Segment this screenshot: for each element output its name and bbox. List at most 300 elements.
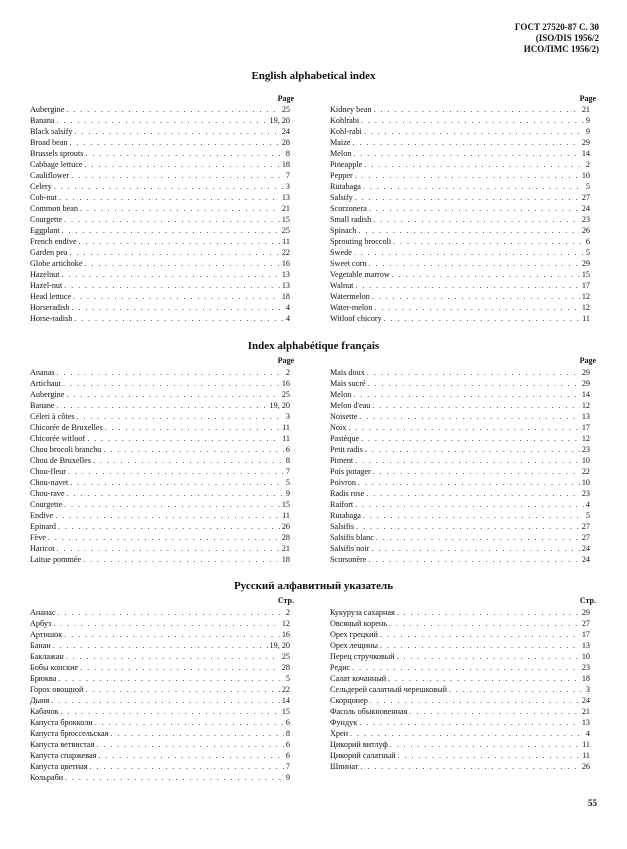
index-entry bbox=[30, 423, 290, 434]
index-term: Цикорий витлуф bbox=[330, 740, 388, 749]
index-entry bbox=[30, 303, 290, 314]
index-entry bbox=[30, 533, 290, 544]
index-term: Pois potager bbox=[330, 467, 371, 476]
dot-leader bbox=[48, 533, 280, 542]
index-term: Sweet corn bbox=[330, 259, 367, 268]
index-term: Courgette bbox=[30, 500, 63, 509]
index-entry bbox=[30, 740, 290, 751]
dot-leader bbox=[67, 489, 284, 498]
index-entry bbox=[30, 379, 290, 390]
index-entry bbox=[330, 511, 590, 522]
index-entry bbox=[30, 674, 290, 685]
dot-leader bbox=[392, 270, 580, 279]
index-term: Chou-fleur bbox=[30, 467, 66, 476]
dot-leader bbox=[90, 762, 284, 771]
index-entry bbox=[30, 445, 290, 456]
index-term: Scorsonère bbox=[330, 555, 367, 564]
index-page-ref: 19, 20 bbox=[269, 641, 290, 650]
index-entry bbox=[30, 182, 290, 193]
document-header bbox=[515, 22, 599, 55]
index-entry bbox=[330, 116, 590, 127]
index-entry bbox=[330, 533, 590, 544]
dot-leader bbox=[85, 160, 280, 169]
index-entry bbox=[30, 149, 290, 160]
index-page-ref: 22 bbox=[281, 685, 290, 694]
index-page-ref: 6 bbox=[285, 740, 290, 749]
index-entry bbox=[330, 171, 590, 182]
dot-leader bbox=[363, 182, 584, 191]
index-term: Перец стручковый bbox=[330, 652, 395, 661]
index-entry bbox=[30, 729, 290, 740]
index-term: Цикорий салатный bbox=[330, 751, 396, 760]
index-entry bbox=[30, 215, 290, 226]
index-term: Chicorée de Bruxelles bbox=[30, 423, 103, 432]
index-page-ref: 18 bbox=[581, 674, 590, 683]
dot-leader bbox=[87, 434, 280, 443]
index-page-ref: 22 bbox=[581, 467, 590, 476]
index-term: Small radish bbox=[330, 215, 372, 224]
index-term: Капуста цветная bbox=[30, 762, 88, 771]
index-page-ref: 21 bbox=[581, 105, 590, 114]
index-entry bbox=[330, 160, 590, 171]
index-page-ref: 6 bbox=[585, 237, 590, 246]
index-term: Rutabaga bbox=[330, 182, 361, 191]
index-term: Сельдерей салатный черешковый bbox=[330, 685, 447, 694]
index-entry bbox=[330, 204, 590, 215]
index-entry bbox=[30, 544, 290, 555]
index-page-ref: 5 bbox=[585, 248, 590, 257]
dot-leader bbox=[85, 259, 280, 268]
index-page-ref: 17 bbox=[581, 423, 590, 432]
dot-leader bbox=[353, 149, 579, 158]
index-entry bbox=[330, 412, 590, 423]
index-term: Дыня bbox=[30, 696, 50, 705]
index-entry bbox=[330, 467, 590, 478]
index-page-ref: 8 bbox=[285, 729, 290, 738]
index-entry bbox=[330, 555, 590, 566]
russian-index-title: Русский алфавитный указатель bbox=[233, 580, 394, 592]
french-index-right-column bbox=[330, 368, 590, 566]
index-term: Hazelnut bbox=[30, 270, 60, 279]
index-term: Swede bbox=[330, 248, 352, 257]
index-term: Salsifis noir bbox=[330, 544, 370, 553]
index-term: Cauliflower bbox=[30, 171, 70, 180]
english-index-left-column bbox=[30, 105, 290, 325]
index-page-ref: 18 bbox=[281, 292, 290, 301]
index-page-ref: 13 bbox=[581, 718, 590, 727]
index-term: Фундук bbox=[330, 718, 358, 727]
index-entry bbox=[330, 608, 590, 619]
dot-leader bbox=[59, 193, 280, 202]
index-entry bbox=[330, 619, 590, 630]
index-entry bbox=[30, 193, 290, 204]
index-entry bbox=[30, 718, 290, 729]
dot-leader bbox=[61, 707, 280, 716]
index-page-ref: 4 bbox=[585, 500, 590, 509]
index-entry bbox=[30, 619, 290, 630]
index-page-ref: 7 bbox=[285, 467, 290, 476]
dot-leader bbox=[372, 292, 580, 301]
dot-leader bbox=[352, 663, 580, 672]
index-term: Globe artichoke bbox=[30, 259, 83, 268]
dot-leader bbox=[409, 707, 579, 716]
dot-leader bbox=[70, 138, 280, 147]
dot-leader bbox=[83, 555, 280, 564]
index-entry bbox=[330, 193, 590, 204]
index-entry bbox=[330, 456, 590, 467]
index-term: Watermelon bbox=[330, 292, 370, 301]
index-term: Maïs sucré bbox=[330, 379, 366, 388]
index-page-ref: 13 bbox=[581, 412, 590, 421]
dot-leader bbox=[373, 215, 580, 224]
dot-leader bbox=[66, 652, 280, 661]
index-entry bbox=[30, 641, 290, 652]
index-term: Salsifis bbox=[330, 522, 355, 531]
index-term: Raifort bbox=[330, 500, 354, 509]
index-page-ref: 19, 20 bbox=[269, 401, 290, 410]
dot-leader bbox=[57, 544, 280, 553]
index-term: Brussels sprouts bbox=[30, 149, 84, 158]
index-page-ref: 29 bbox=[581, 608, 590, 617]
index-term: Aubergine bbox=[30, 105, 65, 114]
index-entry bbox=[30, 237, 290, 248]
dot-leader bbox=[374, 303, 579, 312]
index-page-ref: 13 bbox=[281, 281, 290, 290]
index-page-ref: 21 bbox=[281, 544, 290, 553]
index-page-ref: 14 bbox=[281, 696, 290, 705]
index-entry bbox=[30, 270, 290, 281]
index-term: Орех лещины bbox=[330, 641, 378, 650]
index-term: Melon d'eau bbox=[330, 401, 371, 410]
index-page-ref: 10 bbox=[581, 456, 590, 465]
index-term: Капуста брокколи bbox=[30, 718, 93, 727]
dot-leader bbox=[369, 259, 580, 268]
index-term: Скорцонер bbox=[330, 696, 368, 705]
russian-index-left-column bbox=[30, 608, 290, 784]
index-page-ref: 3 bbox=[285, 182, 290, 191]
index-entry bbox=[330, 696, 590, 707]
index-entry bbox=[30, 412, 290, 423]
index-page-ref: 25 bbox=[281, 105, 290, 114]
index-page-ref: 11 bbox=[582, 314, 590, 323]
index-term: Scorzonera bbox=[330, 204, 367, 213]
index-page-ref: 5 bbox=[585, 511, 590, 520]
index-entry bbox=[30, 281, 290, 292]
index-entry bbox=[330, 663, 590, 674]
index-entry bbox=[30, 226, 290, 237]
index-entry bbox=[330, 182, 590, 193]
index-entry bbox=[30, 500, 290, 511]
dot-leader bbox=[355, 456, 580, 465]
index-entry bbox=[330, 401, 590, 412]
dot-leader bbox=[355, 500, 584, 509]
index-page-ref: 26 bbox=[581, 762, 590, 771]
index-entry bbox=[330, 740, 590, 751]
index-page-ref: 9 bbox=[585, 127, 590, 136]
index-page-ref: 24 bbox=[581, 696, 590, 705]
index-term: Баклажан bbox=[30, 652, 64, 661]
dot-leader bbox=[72, 303, 284, 312]
index-page-ref: 4 bbox=[285, 314, 290, 323]
dot-leader bbox=[374, 105, 580, 114]
index-term: Celery bbox=[30, 182, 52, 191]
dot-leader bbox=[51, 696, 280, 705]
dot-leader bbox=[63, 379, 280, 388]
dot-leader bbox=[371, 544, 579, 553]
dot-leader bbox=[68, 467, 284, 476]
index-entry bbox=[30, 630, 290, 641]
index-entry bbox=[30, 652, 290, 663]
index-term: Фасоль обыкновенная bbox=[330, 707, 408, 716]
index-page-ref: 21 bbox=[581, 707, 590, 716]
index-page-ref: 4 bbox=[585, 729, 590, 738]
dot-leader bbox=[388, 674, 580, 683]
index-term: Ananas bbox=[30, 368, 55, 377]
index-term: Melon bbox=[330, 149, 352, 158]
index-term: French endive bbox=[30, 237, 77, 246]
index-term: Maïs doux bbox=[330, 368, 365, 377]
index-term: Ананас bbox=[30, 608, 56, 617]
index-page-ref: 15 bbox=[581, 270, 590, 279]
index-page-ref: 10 bbox=[581, 171, 590, 180]
dot-leader bbox=[360, 762, 579, 771]
index-page-ref: 16 bbox=[281, 630, 290, 639]
english-index-right-column bbox=[330, 105, 590, 325]
index-page-ref: 3 bbox=[285, 412, 290, 421]
index-page-ref: 27 bbox=[581, 193, 590, 202]
dot-leader bbox=[58, 674, 284, 683]
dot-leader bbox=[393, 237, 584, 246]
index-term: Broad bean bbox=[30, 138, 68, 147]
index-page-ref: 10 bbox=[581, 478, 590, 487]
index-page-ref: 7 bbox=[285, 171, 290, 180]
index-entry bbox=[330, 489, 590, 500]
dot-leader bbox=[366, 489, 579, 498]
index-term: Салат кочанный bbox=[330, 674, 387, 683]
dot-leader bbox=[105, 423, 280, 432]
index-entry bbox=[30, 401, 290, 412]
index-entry bbox=[30, 160, 290, 171]
dot-leader bbox=[58, 608, 284, 617]
index-term: Овсяный корень bbox=[330, 619, 387, 628]
dot-leader bbox=[355, 281, 579, 290]
index-entry bbox=[30, 259, 290, 270]
dot-leader bbox=[352, 138, 579, 147]
index-page-ref: 5 bbox=[285, 674, 290, 683]
index-page-ref: 9 bbox=[285, 773, 290, 782]
dot-leader bbox=[449, 685, 584, 694]
dot-leader bbox=[57, 116, 268, 125]
index-entry bbox=[30, 608, 290, 619]
index-entry bbox=[30, 555, 290, 566]
index-entry bbox=[330, 718, 590, 729]
header-iso-ru: ИСО/ПМС 1956/2) bbox=[523, 44, 599, 54]
dot-leader bbox=[359, 412, 580, 421]
index-page-ref: 11 bbox=[582, 751, 590, 760]
index-term: Vegetable marrow bbox=[330, 270, 390, 279]
russian-page-label-left: Стр. bbox=[277, 596, 294, 605]
index-page-ref: 27 bbox=[581, 533, 590, 542]
index-entry bbox=[30, 489, 290, 500]
dot-leader bbox=[71, 171, 284, 180]
dot-leader bbox=[80, 204, 280, 213]
index-entry bbox=[330, 237, 590, 248]
dot-leader bbox=[368, 555, 579, 564]
index-entry bbox=[330, 685, 590, 696]
dot-leader bbox=[77, 412, 284, 421]
index-entry bbox=[30, 105, 290, 116]
index-entry bbox=[30, 511, 290, 522]
index-entry bbox=[30, 171, 290, 182]
index-page-ref: 12 bbox=[581, 292, 590, 301]
dot-leader bbox=[348, 423, 579, 432]
dot-leader bbox=[390, 740, 580, 749]
index-page-ref: 23 bbox=[581, 663, 590, 672]
index-term: Chicorée witloof bbox=[30, 434, 86, 443]
index-entry bbox=[330, 423, 590, 434]
dot-leader bbox=[55, 511, 280, 520]
index-term: Hazel-nut bbox=[30, 281, 63, 290]
dot-leader bbox=[358, 226, 579, 235]
index-entry bbox=[30, 314, 290, 325]
index-page-ref: 29 bbox=[581, 138, 590, 147]
index-term: Sprouting broccoli bbox=[330, 237, 392, 246]
index-entry bbox=[30, 751, 290, 762]
index-page-ref: 5 bbox=[285, 478, 290, 487]
dot-leader bbox=[372, 401, 579, 410]
dot-leader bbox=[356, 522, 580, 531]
index-term: Шпинат bbox=[330, 762, 359, 771]
index-entry bbox=[330, 751, 590, 762]
dot-leader bbox=[358, 478, 580, 487]
index-page-ref: 5 bbox=[585, 182, 590, 191]
index-term: Laitue pommée bbox=[30, 555, 82, 564]
index-entry bbox=[330, 522, 590, 533]
index-term: Noisette bbox=[330, 412, 358, 421]
index-page-ref: 16 bbox=[281, 379, 290, 388]
index-term: Cabbage lettuce bbox=[30, 160, 83, 169]
dot-leader bbox=[361, 434, 580, 443]
dot-leader bbox=[62, 226, 280, 235]
french-page-label-left: Page bbox=[277, 356, 294, 365]
dot-leader bbox=[373, 467, 580, 476]
index-page-ref: 23 bbox=[581, 215, 590, 224]
index-term: Капуста спаржевая bbox=[30, 751, 97, 760]
dot-leader bbox=[103, 445, 284, 454]
index-page-ref: 7 bbox=[285, 762, 290, 771]
russian-index-right-column bbox=[330, 608, 590, 773]
index-page-ref: 19, 20 bbox=[269, 116, 290, 125]
dot-leader bbox=[363, 511, 584, 520]
index-page-ref: 13 bbox=[581, 641, 590, 650]
index-term: Fève bbox=[30, 533, 46, 542]
index-entry bbox=[330, 434, 590, 445]
index-page-ref: 25 bbox=[281, 226, 290, 235]
dot-leader bbox=[384, 314, 580, 323]
index-page-ref: 22 bbox=[281, 248, 290, 257]
index-term: Witloof chicory bbox=[330, 314, 382, 323]
index-page-ref: 23 bbox=[581, 445, 590, 454]
index-term: Кабачок bbox=[30, 707, 59, 716]
index-entry bbox=[330, 641, 590, 652]
index-page-ref: 25 bbox=[281, 390, 290, 399]
index-entry bbox=[30, 434, 290, 445]
dot-leader bbox=[64, 215, 280, 224]
index-entry bbox=[330, 707, 590, 718]
index-term: Common bean bbox=[30, 204, 78, 213]
index-page-ref: 12 bbox=[581, 401, 590, 410]
french-page-label-right: Page bbox=[579, 356, 596, 365]
index-term: Water-melon bbox=[330, 303, 373, 312]
index-entry bbox=[30, 116, 290, 127]
index-term: Black salsify bbox=[30, 127, 73, 136]
index-entry bbox=[330, 270, 590, 281]
index-page-ref: 12 bbox=[581, 303, 590, 312]
dot-leader bbox=[64, 630, 280, 639]
index-entry bbox=[30, 292, 290, 303]
index-page-ref: 28 bbox=[281, 138, 290, 147]
index-page-ref: 2 bbox=[285, 368, 290, 377]
index-page-ref: 18 bbox=[281, 160, 290, 169]
index-term: Céleri à côtes bbox=[30, 412, 75, 421]
index-term: Хрен bbox=[330, 729, 349, 738]
header-standard: ГОСТ 27520-87 С. 30 bbox=[514, 22, 599, 32]
dot-leader bbox=[376, 533, 580, 542]
index-term: Pastèque bbox=[330, 434, 360, 443]
index-page-ref: 8 bbox=[285, 456, 290, 465]
dot-leader bbox=[53, 619, 280, 628]
dot-leader bbox=[365, 445, 580, 454]
dot-leader bbox=[370, 696, 580, 705]
dot-leader bbox=[54, 182, 284, 191]
index-term: Salsifis blanc bbox=[330, 533, 374, 542]
index-page-ref: 4 bbox=[285, 303, 290, 312]
dot-leader bbox=[80, 663, 280, 672]
index-entry bbox=[330, 248, 590, 259]
index-term: Haricot bbox=[30, 544, 55, 553]
french-index-title: Index alphabétique français bbox=[247, 340, 380, 352]
dot-leader bbox=[368, 379, 580, 388]
dot-leader bbox=[380, 630, 580, 639]
index-entry bbox=[30, 390, 290, 401]
dot-leader bbox=[57, 401, 268, 410]
index-page-ref: 3 bbox=[585, 685, 590, 694]
index-page-ref: 12 bbox=[581, 434, 590, 443]
index-page-ref: 14 bbox=[581, 390, 590, 399]
index-entry bbox=[330, 390, 590, 401]
index-page-ref: 26 bbox=[281, 522, 290, 531]
index-term: Редис bbox=[330, 663, 351, 672]
index-page-ref: 16 bbox=[281, 259, 290, 268]
index-page-ref: 18 bbox=[281, 555, 290, 564]
dot-leader bbox=[62, 270, 280, 279]
english-index-title: English alphabetical index bbox=[251, 70, 376, 82]
index-page-ref: 17 bbox=[581, 630, 590, 639]
index-page-ref: 13 bbox=[281, 193, 290, 202]
index-entry bbox=[30, 522, 290, 533]
index-page-ref: 24 bbox=[581, 204, 590, 213]
index-page-ref: 11 bbox=[282, 434, 290, 443]
index-term: Kohlrabi bbox=[330, 116, 360, 125]
index-page-ref: 14 bbox=[581, 149, 590, 158]
index-term: Chou-navet bbox=[30, 478, 69, 487]
index-entry bbox=[30, 685, 290, 696]
index-page-ref: 2 bbox=[285, 608, 290, 617]
index-entry bbox=[330, 215, 590, 226]
index-entry bbox=[330, 652, 590, 663]
dot-leader bbox=[367, 368, 580, 377]
index-term: Aubergine bbox=[30, 390, 65, 399]
